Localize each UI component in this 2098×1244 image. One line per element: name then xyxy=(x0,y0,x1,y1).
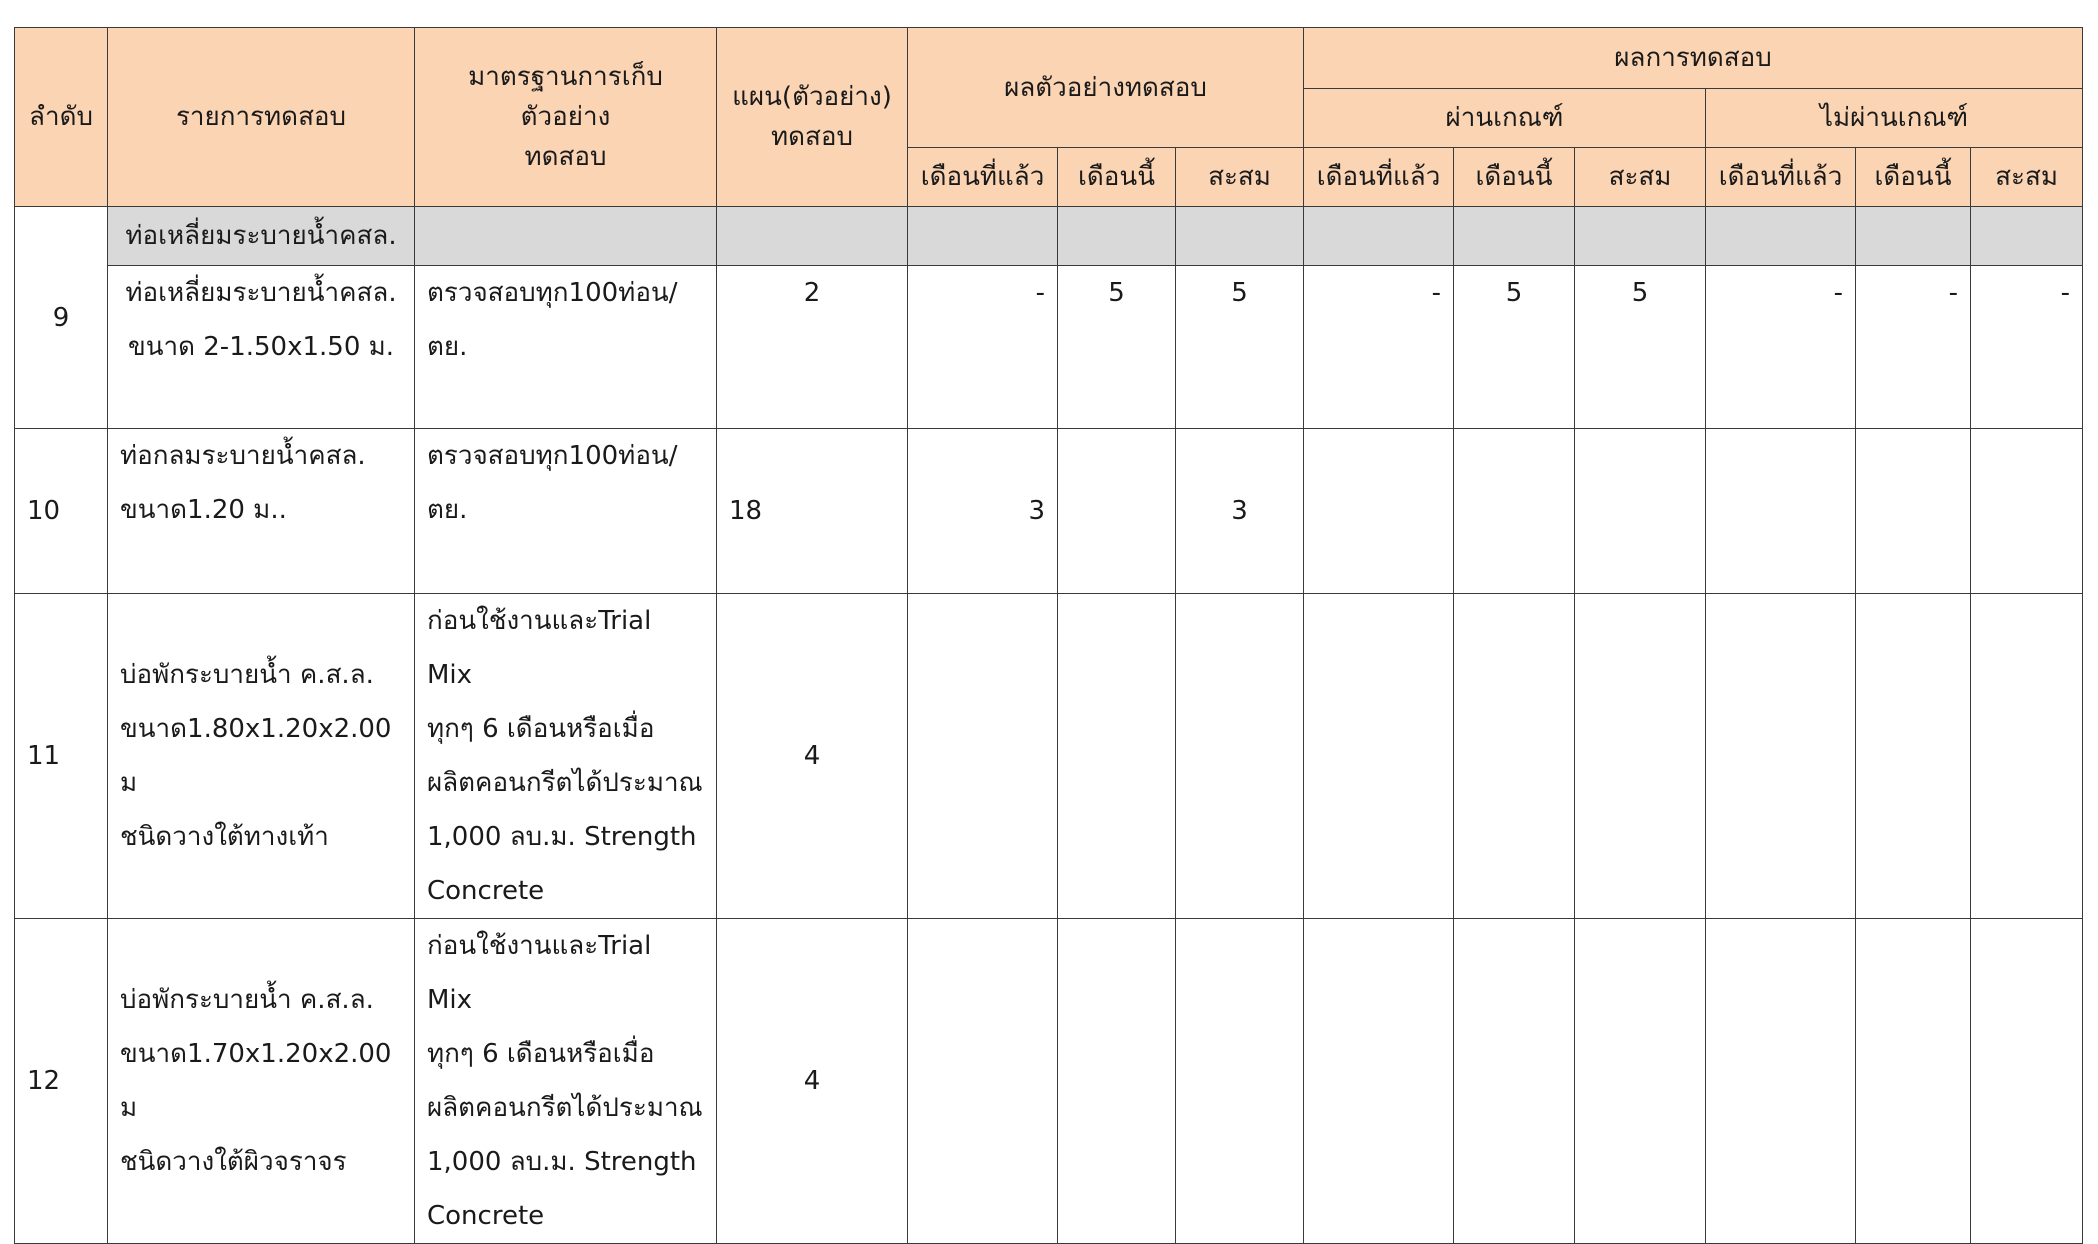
row-plan: 18 xyxy=(717,429,908,594)
group-band-cell xyxy=(415,207,717,266)
row-standard-line: ผลิตคอนกรีตได้ประมาณ xyxy=(427,768,703,798)
header-plan xyxy=(717,28,908,207)
header-no: ลำดับ xyxy=(15,28,108,207)
row-fail-cumulative xyxy=(1971,429,2083,594)
table-row xyxy=(15,266,2083,429)
row-pass-this-month xyxy=(1454,594,1575,919)
row-item-line: ชนิดวางใต้ผิวจราจร xyxy=(120,1147,347,1177)
row-standard xyxy=(415,919,717,1244)
header-fail: ไม่ผ่านเกณฑ์ xyxy=(1706,89,2083,148)
header-sample-this-month: เดือนนี้ xyxy=(1058,148,1176,207)
group-band-cell xyxy=(1971,207,2083,266)
row-standard-line: ตรวจสอบทุก100ท่อน/ตย. xyxy=(427,278,678,362)
row-standard-line: Concrete xyxy=(427,876,545,906)
row-item xyxy=(108,266,415,429)
group-band-cell xyxy=(908,207,1058,266)
row-sample-last-month xyxy=(908,594,1058,919)
row-standard-line: 1,000 ลบ.ม. Strength xyxy=(427,1147,697,1177)
row-sample-cumulative: 3 xyxy=(1176,429,1304,594)
row-pass-cumulative: 5 xyxy=(1575,266,1706,429)
row-fail-this-month xyxy=(1856,594,1971,919)
header-standard xyxy=(415,28,717,207)
test-results-document xyxy=(14,27,2083,1244)
row-pass-this-month xyxy=(1454,429,1575,594)
row-item-line: ท่อกลมระบายน้ำคสล. xyxy=(120,441,366,471)
row-plan: 4 xyxy=(717,919,908,1244)
group-band-cell xyxy=(1856,207,1971,266)
header-pass: ผ่านเกณฑ์ xyxy=(1304,89,1706,148)
row-fail-this-month xyxy=(1856,919,1971,1244)
header-pass-this-month: เดือนนี้ xyxy=(1454,148,1575,207)
row-standard-line: ตย. xyxy=(427,495,468,525)
header-test-results: ผลการทดสอบ xyxy=(1304,28,2083,89)
row-sample-last-month xyxy=(908,919,1058,1244)
row-fail-last-month: - xyxy=(1706,266,1856,429)
row-standard-line: Concrete xyxy=(427,1201,545,1231)
row-standard xyxy=(415,594,717,919)
row-standard-line: ก่อนใช้งานและTrial Mix xyxy=(427,931,652,1015)
row-item xyxy=(108,919,415,1244)
row-item-line: ขนาด 2-1.50x1.50 ม. xyxy=(127,332,395,362)
row-item-line: ท่อเหลี่ยมระบายน้ำคสล. xyxy=(125,278,397,308)
header-sample-results: ผลตัวอย่างทดสอบ xyxy=(908,28,1304,148)
row-standard-line: ผลิตคอนกรีตได้ประมาณ xyxy=(427,1093,703,1123)
group-band-cell xyxy=(1304,207,1454,266)
table-row xyxy=(15,207,2083,266)
row-standard xyxy=(415,429,717,594)
header-standard-line: มาตรฐานการเก็บตัวอย่าง xyxy=(468,62,663,132)
row-sample-this-month: 5 xyxy=(1058,266,1176,429)
group-label: ท่อเหลี่ยมระบายน้ำคสล. xyxy=(108,207,415,266)
row-item-line: ชนิดวางใต้ทางเท้า xyxy=(120,822,329,852)
row-sample-cumulative: 5 xyxy=(1176,266,1304,429)
row-standard-line: ตรวจสอบทุก100ท่อน/ xyxy=(427,441,678,471)
header-pass-last-month: เดือนที่แล้ว xyxy=(1304,148,1454,207)
row-standard-line: ก่อนใช้งานและTrial Mix xyxy=(427,606,652,690)
group-band-cell xyxy=(717,207,908,266)
row-no: 11 xyxy=(15,594,108,919)
group-band-cell xyxy=(1454,207,1575,266)
row-sample-cumulative xyxy=(1176,594,1304,919)
row-pass-last-month xyxy=(1304,429,1454,594)
header-row-1 xyxy=(15,28,2083,89)
row-sample-last-month: 3 xyxy=(908,429,1058,594)
header-pass-cumulative: สะสม xyxy=(1575,148,1706,207)
row-plan: 4 xyxy=(717,594,908,919)
row-pass-cumulative xyxy=(1575,919,1706,1244)
header-plan-line: ทดสอบ xyxy=(770,122,853,152)
row-fail-this-month: - xyxy=(1856,266,1971,429)
header-standard-line: ทดสอบ xyxy=(524,142,607,172)
row-fail-last-month xyxy=(1706,594,1856,919)
header-fail-last-month: เดือนที่แล้ว xyxy=(1706,148,1856,207)
row-fail-cumulative: - xyxy=(1971,266,2083,429)
group-band-cell xyxy=(1706,207,1856,266)
test-results-table xyxy=(14,27,2083,1244)
row-item-line: ขนาด1.20 ม.. xyxy=(120,495,287,525)
row-item-line: ขนาด1.70x1.20x2.00 ม xyxy=(120,1039,392,1123)
row-sample-this-month xyxy=(1058,919,1176,1244)
group-band-cell xyxy=(1575,207,1706,266)
group-band-cell xyxy=(1176,207,1304,266)
row-standard-line: 1,000 ลบ.ม. Strength xyxy=(427,822,697,852)
table-row xyxy=(15,919,2083,1244)
header-fail-this-month: เดือนนี้ xyxy=(1856,148,1971,207)
header-plan-line: แผน(ตัวอย่าง) xyxy=(732,82,892,112)
row-item-line: ขนาด1.80x1.20x2.00 ม xyxy=(120,714,392,798)
row-item-line: บ่อพักระบายน้ำ ค.ส.ล. xyxy=(120,660,374,690)
row-sample-cumulative xyxy=(1176,919,1304,1244)
row-no: 10 xyxy=(15,429,108,594)
row-fail-last-month xyxy=(1706,919,1856,1244)
table-row xyxy=(15,429,2083,594)
row-standard xyxy=(415,266,717,429)
row-sample-this-month xyxy=(1058,594,1176,919)
row-sample-this-month xyxy=(1058,429,1176,594)
row-fail-this-month xyxy=(1856,429,1971,594)
row-pass-this-month: 5 xyxy=(1454,266,1575,429)
row-fail-cumulative xyxy=(1971,919,2083,1244)
header-sample-last-month: เดือนที่แล้ว xyxy=(908,148,1058,207)
row-item xyxy=(108,429,415,594)
header-fail-cumulative: สะสม xyxy=(1971,148,2083,207)
header-item: รายการทดสอบ xyxy=(108,28,415,207)
header-sample-cumulative: สะสม xyxy=(1176,148,1304,207)
row-pass-cumulative xyxy=(1575,429,1706,594)
row-pass-last-month: - xyxy=(1304,266,1454,429)
row-pass-last-month xyxy=(1304,594,1454,919)
row-fail-last-month xyxy=(1706,429,1856,594)
row-plan: 2 xyxy=(717,266,908,429)
group-band-cell xyxy=(1058,207,1176,266)
row-item xyxy=(108,594,415,919)
row-no: 9 xyxy=(15,207,108,429)
row-item-line: บ่อพักระบายน้ำ ค.ส.ล. xyxy=(120,985,374,1015)
row-no: 12 xyxy=(15,919,108,1244)
row-standard-line: ทุกๆ 6 เดือนหรือเมื่อ xyxy=(427,714,655,744)
row-standard-line: ทุกๆ 6 เดือนหรือเมื่อ xyxy=(427,1039,655,1069)
row-pass-last-month xyxy=(1304,919,1454,1244)
row-fail-cumulative xyxy=(1971,594,2083,919)
row-pass-cumulative xyxy=(1575,594,1706,919)
table-row xyxy=(15,594,2083,919)
row-sample-last-month: - xyxy=(908,266,1058,429)
row-pass-this-month xyxy=(1454,919,1575,1244)
